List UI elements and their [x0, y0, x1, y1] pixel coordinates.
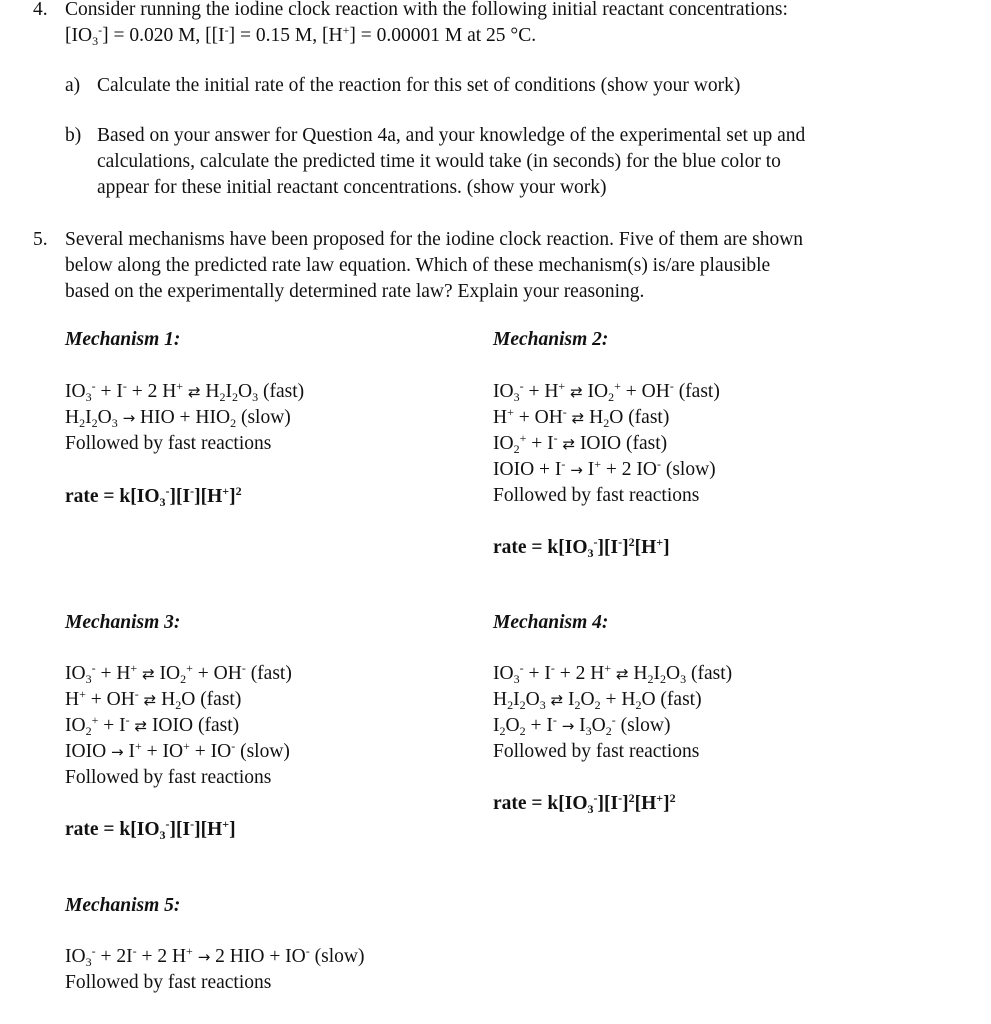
mechanism-1-rate-law: rate = $k[IO_3^-][I^-][H^+]^2$	[65, 484, 242, 509]
sub-label: b)	[65, 125, 82, 146]
question-number: 5.	[33, 229, 48, 250]
mechanism-4-title: Mechanism 4:	[493, 612, 609, 633]
mechanism-2-rate-law: rate = $k[IO_3^-][I^-]^2[H^+]$	[493, 535, 670, 560]
question-line: Consider running the iodine clock reaction with the following initial reactant concentrations:	[65, 0, 788, 20]
mechanism-5-steps	[65, 944, 364, 996]
reaction-step: $IO_2^+ + I^-$ ⇄ IOIO (fast)	[65, 713, 240, 738]
question-line: below along the predicted rate law equation. Which of these mechanism(s) is/are plausible	[65, 255, 771, 276]
reaction-step: H+ + OH- ⇄ $H_2O$ (fast)	[493, 405, 670, 430]
question-line: based on the experimentally determined rate law? Explain your reasoning.	[65, 281, 645, 302]
mechanism-3-title: Mechanism 3:	[65, 612, 181, 633]
mechanism-1-title: Mechanism 1:	[65, 329, 181, 350]
mechanism-4-rate-law: rate = $k[IO_3^-][I^-]^2[H^+]^2$	[493, 791, 676, 816]
question-number: 4.	[33, 0, 48, 20]
mechanism-1-steps	[65, 379, 304, 457]
followed-text: Followed by fast reactions	[65, 972, 272, 993]
reaction-step: $IO_3^- + I^- + 2$ H+ ⇄ $H_2I_2O_3$ (fast)	[65, 379, 305, 404]
reaction-step: $IO_3^- + H^+$ ⇄ $IO_2^+ + OH^-$ (fast)	[493, 379, 720, 404]
reaction-step: $IO_3^- + 2I^- + 2$ H+ → 2 HIO + IO- (slow)	[65, 944, 365, 969]
sub-text: appear for these initial reactant concentrations. (show your work)	[97, 177, 607, 198]
reaction-step: IOIO → I+ + IO+ + IO- (slow)	[65, 739, 290, 762]
followed-text: Followed by fast reactions	[493, 741, 700, 762]
reaction-step: $I_2O_2 + I^- \to I_3O_2^-$ (slow)	[493, 713, 671, 738]
mechanism-4-steps	[493, 661, 732, 765]
reaction-step: $H_2I_2O_3$ ⇄ $I_2O_2 + H_2O$ (fast)	[493, 689, 702, 712]
mechanism-3-rate-law: rate = $k[IO_3^-][I^-][H^+]$	[65, 817, 236, 842]
sub-label: a)	[65, 75, 81, 96]
mechanism-2-title: Mechanism 2:	[493, 329, 609, 350]
followed-text: Followed by fast reactions	[493, 485, 700, 506]
reaction-step: $IO_3^- + I^- + 2$ H+ ⇄ $H_2I_2O_3$ (fast)	[493, 661, 733, 686]
mechanism-5-title: Mechanism 5:	[65, 895, 181, 916]
reaction-step: IOIO + I- → I+ + 2 IO- (slow)	[493, 457, 716, 480]
followed-text: Followed by fast reactions	[65, 767, 272, 788]
sub-text: Calculate the initial rate of the reaction for this set of conditions (show your work)	[97, 75, 741, 96]
reaction-step: $IO_2^+ + I^-$ ⇄ IOIO (fast)	[493, 431, 668, 456]
reaction-step: $H_2I_2O_3$ → HIO + $HIO_2$ (slow)	[65, 407, 291, 430]
question-text	[65, 0, 925, 49]
followed-text: Followed by fast reactions	[65, 433, 272, 454]
question-line: Several mechanisms have been proposed for the iodine clock reaction. Five of them are shown	[65, 229, 804, 250]
mechanism-3-steps	[65, 661, 292, 791]
reaction-step: H+ + OH- ⇄ $H_2O$ (fast)	[65, 687, 242, 712]
sub-text: calculations, calculate the predicted time it would take (in seconds) for the blue color to	[97, 151, 781, 172]
reaction-step: $IO_3^- + H^+$ ⇄ $IO_2^+ + OH^-$ (fast)	[65, 661, 292, 686]
question-text	[65, 227, 925, 305]
mechanism-2-steps	[493, 379, 720, 509]
concentration-line: $[IO_3^-] = 0.020$ M, [[I-] = 0.15 M, [H+] = 0.00001 M at 25 °C.	[65, 23, 537, 48]
sub-text: Based on your answer for Question 4a, and your knowledge of the experimental set up and	[97, 125, 806, 146]
